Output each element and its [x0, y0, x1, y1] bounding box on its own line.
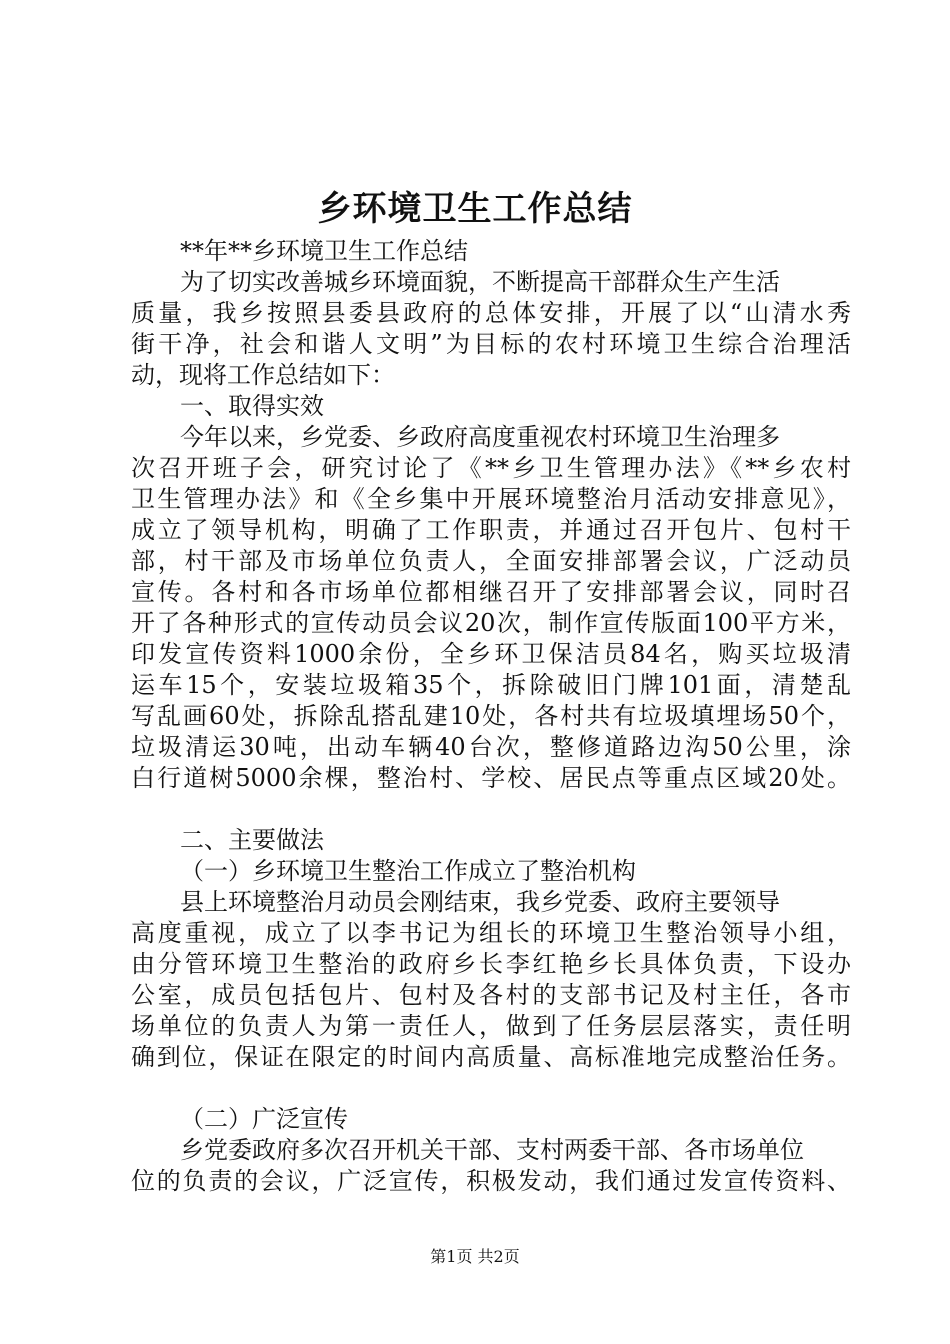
- subsection-heading: （二）广泛宣传: [180, 1105, 348, 1133]
- paragraph-line: 宣传。各村和各市场单位都相继召开了安排部署会议，同时召: [131, 578, 851, 606]
- paragraph-line: 次召开班子会，研究讨论了《**乡卫生管理办法》《**乡农村: [131, 454, 851, 482]
- document-body: [131, 236, 851, 1197]
- paragraph-line: 为了切实改善城乡环境面貌，不断提高干部群众生产生活: [180, 268, 780, 296]
- paragraph-line: 乡党委政府多次召开机关干部、支村两委干部、各市场单位: [180, 1136, 804, 1164]
- blank-line: [131, 1073, 851, 1104]
- paragraph-line: 垃圾清运30吨，出动车辆40台次，整修道路边沟50公里，涂: [131, 733, 851, 761]
- subsection-heading: （一）乡环境卫生整治工作成立了整治机构: [180, 857, 636, 885]
- paragraph-line: 写乱画60处，拆除乱搭乱建10处，各村共有垃圾填埋场50个，: [131, 702, 851, 730]
- section-heading: 二、主要做法: [180, 826, 324, 854]
- paragraph-line: 由分管环境卫生整治的政府乡长李红艳乡长具体负责，下设办: [131, 950, 851, 978]
- section-heading: 一、取得实效: [180, 392, 324, 420]
- paragraph-line: 卫生管理办法》和《全乡集中开展环境整治月活动安排意见》，: [131, 485, 851, 513]
- paragraph-line: 成立了领导机构，明确了工作职责，并通过召开包片、包村干: [131, 516, 851, 544]
- paragraph-line: 动，现将工作总结如下：: [131, 361, 395, 389]
- subtitle-line: **年**乡环境卫生工作总结: [180, 237, 468, 265]
- paragraph-line: 高度重视，成立了以李书记为组长的环境卫生整治领导小组，: [131, 919, 851, 947]
- paragraph-line: 开了各种形式的宣传动员会议20次，制作宣传版面100平方米，: [131, 609, 851, 637]
- paragraph-line: 场单位的负责人为第一责任人，做到了任务层层落实，责任明: [131, 1012, 851, 1040]
- paragraph-line: 部，村干部及市场单位负责人，全面安排部署会议，广泛动员: [131, 547, 851, 575]
- paragraph-line: 今年以来，乡党委、乡政府高度重视农村环境卫生治理多: [180, 423, 780, 451]
- page-footer: 第1页 共2页: [430, 1247, 520, 1266]
- paragraph-line: 运车15个，安装垃圾箱35个，拆除破旧门牌101面，清楚乱: [131, 671, 851, 699]
- paragraph-line: 县上环境整治月动员会刚结束，我乡党委、政府主要领导: [180, 888, 780, 916]
- paragraph-line: 质量，我乡按照县委县政府的总体安排，开展了以“山清水秀: [131, 299, 851, 327]
- document-title: 乡环境卫生工作总结: [317, 189, 633, 229]
- paragraph-line: 街干净，社会和谐人文明”为目标的农村环境卫生综合治理活: [131, 330, 851, 358]
- paragraph-line: 位的负责的会议，广泛宣传，积极发动，我们通过发宣传资料、: [131, 1167, 851, 1195]
- paragraph-line: 确到位，保证在限定的时间内高质量、高标准地完成整治任务。: [131, 1043, 851, 1071]
- blank-line: [131, 794, 851, 825]
- paragraph-line: 印发宣传资料1000余份，全乡环卫保洁员84名，购买垃圾清: [131, 640, 851, 668]
- paragraph-line: 公室，成员包括包片、包村及各村的支部书记及村主任，各市: [131, 981, 851, 1009]
- paragraph-line: 白行道树5000余棵，整治村、学校、居民点等重点区域20处。: [131, 764, 851, 792]
